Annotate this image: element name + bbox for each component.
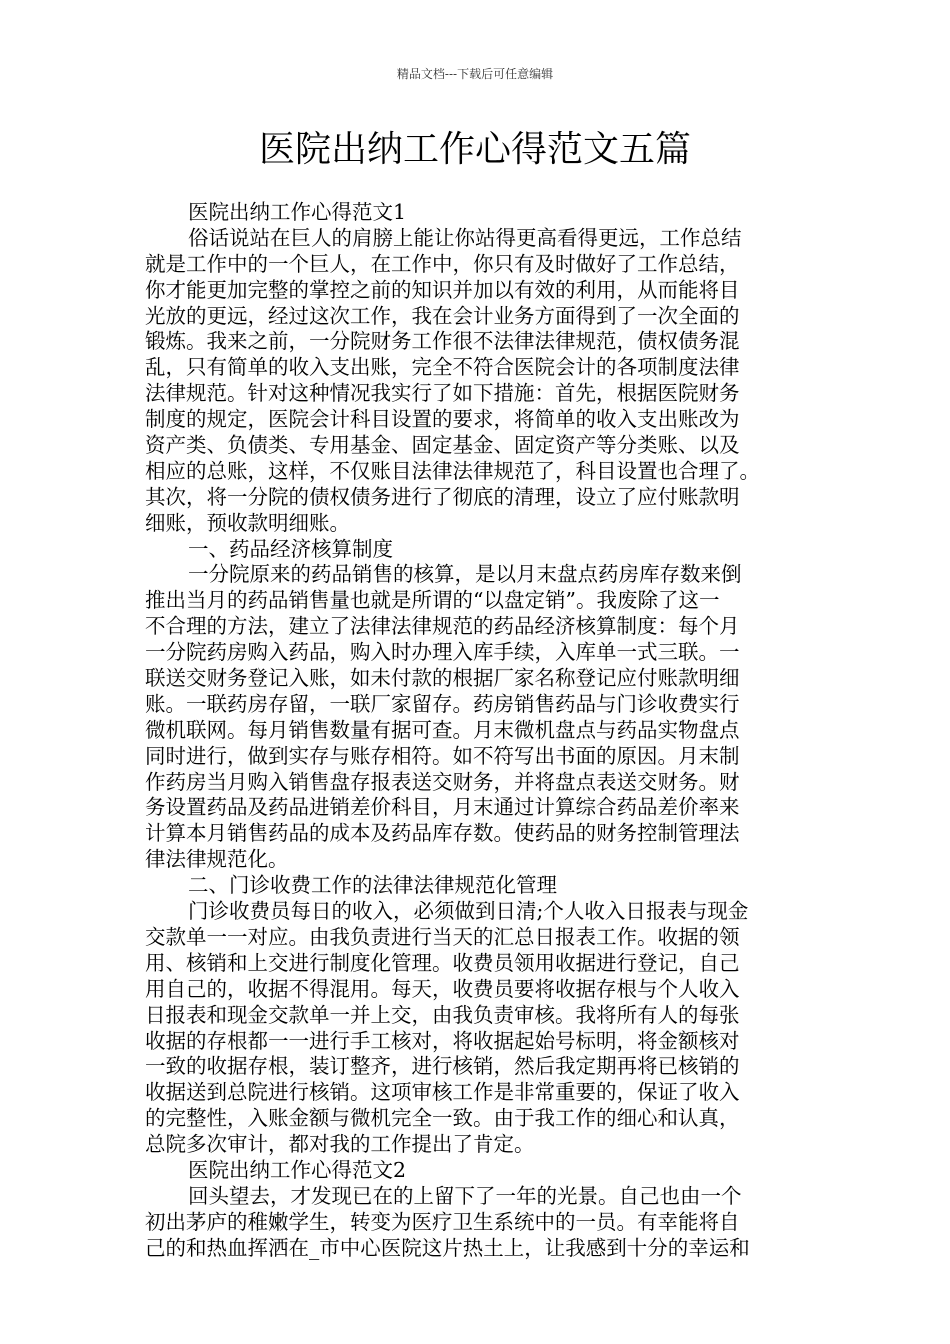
text-line: 用自己的，收据不得混用。每天，收费员要将收据存根与个人收入 (145, 976, 740, 1001)
header-note: 精品文档---下载后可任意编辑 (396, 67, 554, 81)
text-line: 的完整性，入账金额与微机完全一致。由于我工作的细心和认真， (145, 1106, 740, 1131)
document-title: 医院出纳工作心得范文五篇 (258, 129, 691, 170)
text-line: 初出茅庐的稚嫩学生，转变为医疗卫生系统中的一员。有幸能将自 (145, 1209, 740, 1234)
text-line: 不合理的方法，建立了法律法律规范的药品经济核算制度：每个月 (145, 614, 740, 639)
text-line: 一分院药房购入药品，购入时办理入库手续，入库单一式三联。一 (145, 640, 740, 665)
text-line: 法律规范。针对这种情况我实行了如下措施：首先，根据医院财务 (145, 381, 740, 406)
text-line: 锻炼。我来之前，一分院财务工作很不法律法律规范，债权债务混 (145, 329, 740, 354)
text-line: 日报表和现金交款单一并上交，由我负责审核。我将所有人的每张 (145, 1002, 740, 1027)
document-body (145, 200, 805, 1262)
text-line: 制度的规定，医院会计科目设置的要求，将简单的收入支出账改为 (145, 407, 740, 432)
text-line: 相应的总账，这样，不仅账目法律法律规范了，科目设置也合理了。 (145, 458, 760, 483)
text-line: 律法律规范化。 (145, 847, 289, 872)
text-line: 收据送到总院进行核销。这项审核工作是非常重要的，保证了收入 (145, 1080, 740, 1105)
text-line: 作药房当月购入销售盘存报表送交财务，并将盘点表送交财务。财 (145, 769, 740, 794)
text-line: 计算本月销售药品的成本及药品库存数。使药品的财务控制管理法 (145, 821, 740, 846)
text-line: 医院出纳工作心得范文2 (188, 1157, 407, 1182)
text-line: 二、门诊收费工作的法律法律规范化管理 (188, 873, 557, 898)
text-line: 资产类、负债类、专用基金、固定基金、固定资产等分类账、以及 (145, 433, 740, 458)
text-line: 门诊收费员每日的收入，必须做到日清;个人收入日报表与现金 (188, 899, 749, 924)
text-line: 推出当月的药品销售量也就是所谓的“以盘定销”。我废除了这一 (145, 588, 720, 613)
text-line: 乱，只有简单的收入支出账，完全不符合医院会计的各项制度法律 (145, 355, 740, 380)
text-line: 收据的存根都一一进行手工核对，将收据起始号标明，将金额核对 (145, 1028, 740, 1053)
text-line: 光放的更远，经过这次工作，我在会计业务方面得到了一次全面的 (145, 303, 740, 328)
text-line: 联送交财务登记入账，如未付款的根据厂家名称登记应付账款明细 (145, 666, 740, 691)
text-line: 总院多次审计，都对我的工作提出了肯定。 (145, 1132, 535, 1157)
text-line: 就是工作中的一个巨人，在工作中，你只有及时做好了工作总结， (145, 251, 740, 276)
text-line: 一分院原来的药品销售的核算，是以月末盘点药房库存数来倒 (188, 562, 742, 587)
text-line: 一、药品经济核算制度 (188, 536, 393, 561)
text-line: 用、核销和上交进行制度化管理。收费员领用收据进行登记，自己 (145, 950, 740, 975)
text-line: 同时进行，做到实存与账存相符。如不符写出书面的原因。月末制 (145, 743, 740, 768)
text-line: 其次，将一分院的债权债务进行了彻底的清理，设立了应付账款明 (145, 484, 740, 509)
text-line: 细账，预收款明细账。 (145, 510, 350, 535)
text-line: 你才能更加完整的掌控之前的知识并加以有效的利用，从而能将目 (145, 277, 740, 302)
text-line: 务设置药品及药品进销差价科目，月末通过计算综合药品差价率来 (145, 795, 740, 820)
text-line: 微机联网。每月销售数量有据可查。月末微机盘点与药品实物盘点 (145, 717, 740, 742)
text-line: 回头望去，才发现已在的上留下了一年的光景。自己也由一个 (188, 1183, 742, 1208)
text-line: 己的和热血挥洒在_市中心医院这片热土上，让我感到十分的幸运和 (145, 1235, 750, 1260)
text-line: 俗话说站在巨人的肩膀上能让你站得更高看得更远，工作总结 (188, 225, 742, 250)
text-line: 医院出纳工作心得范文1 (188, 200, 407, 224)
text-line: 一致的收据存根，装订整齐，进行核销，然后我定期再将已核销的 (145, 1054, 740, 1079)
text-line: 交款单一一对应。由我负责进行当天的汇总日报表工作。收据的领 (145, 924, 740, 949)
text-line: 账。一联药房存留，一联厂家留存。药房销售药品与门诊收费实行 (145, 691, 740, 716)
